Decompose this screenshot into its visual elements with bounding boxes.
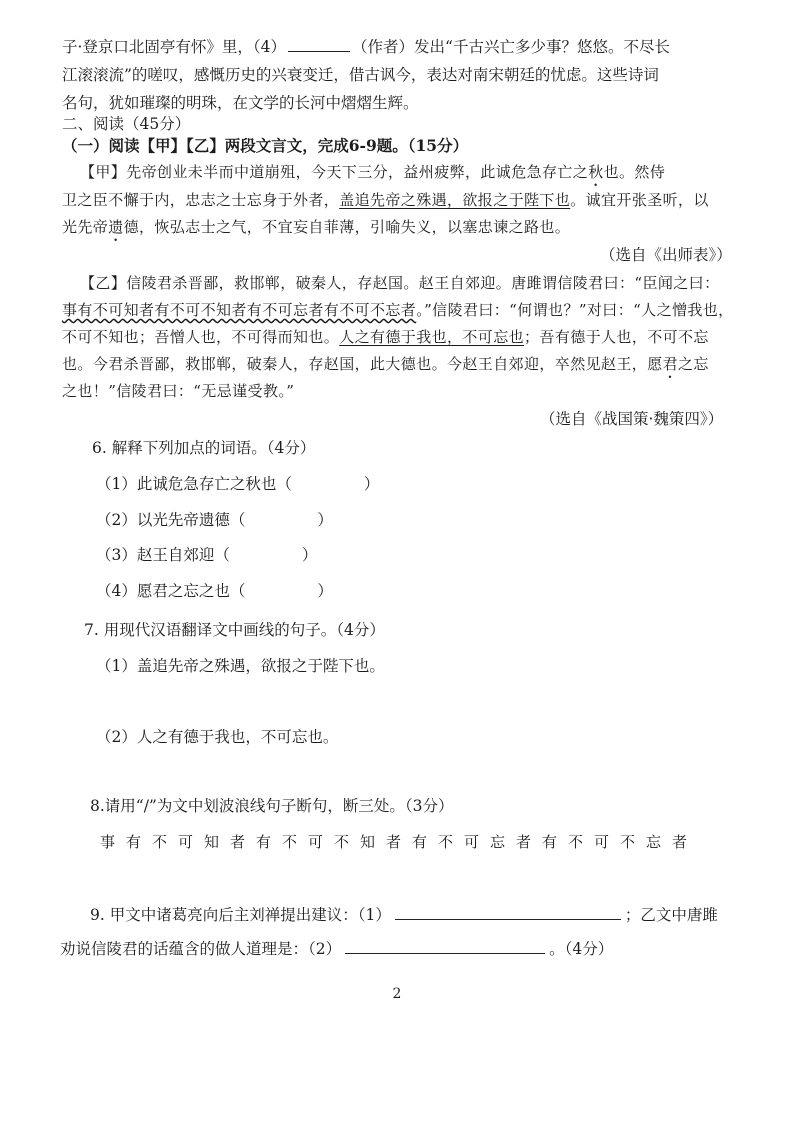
q6-item-label: （4）愿君之忘之也（ [96, 582, 246, 600]
yi-text: ；吾有德于人也，不可不忘 [524, 328, 709, 346]
jia-text: 也。然侍 [603, 163, 666, 181]
q6-item-4 [96, 581, 333, 601]
jia-text: 德，恢弘志士之气，不宜妄自菲薄，引喻失义，以塞忠谏之路也。 [123, 218, 571, 236]
underlined-sentence: 盖追先帝之殊遇，欲报之于陛下也 [339, 191, 571, 209]
q7-item-2: （2）人之有德于我也，不可忘也。 [96, 728, 339, 746]
wavy-sentence: 事有不可知者有不可不知者有不可忘者有不可不忘者 [62, 301, 417, 319]
yi-line-5: 之也！”信陵君曰：“无忌谨受教。” [62, 382, 295, 400]
q8-sentence: 事有不可知者有不可不知者有不可忘者有不可不忘者 [100, 833, 699, 851]
dotted-word: 君 [662, 355, 679, 373]
paren: ） [317, 582, 333, 600]
part-title: （一）阅读【甲】【乙】两段文言文，完成6-9题。（15分） [62, 136, 469, 155]
q6-item-label: （3）赵王自郊迎（ [96, 546, 230, 564]
yi-source: （选自《战国策·魏策四》） [540, 410, 724, 428]
yi-line-3 [62, 327, 709, 347]
intro-text: （作者）发出“千古兴亡多少事？悠悠。不尽长 [352, 38, 670, 56]
intro-line-2: 江滚滚流”的嗟叹，感慨历史的兴衰变迁，借古讽今，表达对南宋朝廷的忧虑。这些诗词 [62, 66, 659, 84]
intro-line-3: 名句，犹如璀璨的明珠，在文学的长河中熠熠生辉。 [62, 94, 419, 112]
section-title: 二、阅读（45分） [62, 115, 191, 133]
paren: ） [317, 511, 333, 529]
answer-blank[interactable] [288, 37, 350, 52]
dotted-word: 秋 [588, 163, 604, 181]
intro-line-1 [62, 37, 670, 57]
intro-text: 子·登京口北固亭有怀》里，（4） [62, 38, 287, 56]
q6-item-3 [96, 545, 317, 565]
q6-item-label: （1）此诚危急存亡之秋也（ [96, 475, 292, 493]
q8-title: 8.请用“/”为文中划波浪线句子断句，断三处。（3分） [90, 797, 454, 815]
q6-item-1 [96, 474, 379, 494]
q6-item-label: （2）以光先帝遗德（ [96, 511, 246, 529]
jia-line-3 [62, 217, 570, 245]
jia-line-2 [62, 190, 709, 210]
yi-text: 。”信陵君曰：“何谓也？”对曰：“人之憎我也， [416, 301, 734, 319]
underlined-sentence: 人之有德于我也，不可忘也 [339, 328, 525, 346]
q6-title: 6. 解释下列加点的词语。（4分） [92, 439, 316, 457]
q7-item-1: （1）盖追先帝之殊遇，欲报之于陛下也。 [96, 657, 385, 675]
q6-item-2 [96, 510, 333, 530]
dotted-word: 遗 [108, 218, 124, 236]
answer-blank-1[interactable] [395, 905, 621, 920]
q9-text: 。（4分） [549, 940, 614, 958]
jia-text: 光先帝 [62, 218, 109, 236]
yi-line-1: 【乙】信陵君杀晋鄙，救邯郸，破秦人，存赵国。赵王自郊迎。唐雎谓信陵君曰：“臣闻之曰： [80, 274, 720, 292]
jia-text: 。诚宜开张圣听，以 [570, 191, 709, 209]
answer-blank-2[interactable] [345, 939, 545, 954]
jia-text: 卫之臣不懈于内，忠志之士忘身于外者， [62, 191, 340, 209]
yi-line-4 [62, 354, 709, 382]
q9-text: 9. 甲文中诸葛亮向后主刘禅提出建议：（1） [90, 906, 391, 924]
jia-source: （选自《出师表》） [600, 246, 732, 264]
q9-text: 劝说信陵君的话蕴含的做人道理是：（2） [60, 940, 342, 958]
q7-title: 7. 用现代汉语翻译文中画线的句子。（4分） [84, 621, 385, 639]
page-number: 2 [392, 986, 402, 1002]
paren: ） [301, 546, 318, 564]
yi-text: 也。今君杀晋鄙，救邯郸，破秦人，存赵国，此大德也。今赵王自郊迎，卒然见赵王，愿 [62, 355, 663, 373]
paren: ） [363, 475, 380, 493]
q9-line-2 [60, 939, 613, 959]
q9-line-1 [90, 905, 718, 925]
yi-line-2 [62, 300, 734, 320]
q9-text: ；乙文中唐雎 [624, 906, 718, 924]
yi-text: 之忘 [678, 355, 709, 373]
jia-text: 【甲】先帝创业未半而中道崩殂，今天下三分，益州疲弊，此诚危急存亡之 [80, 163, 589, 181]
yi-text: 不可不知也；吾憎人也，不可得而知也。 [62, 328, 340, 346]
jia-line-1 [80, 162, 665, 190]
